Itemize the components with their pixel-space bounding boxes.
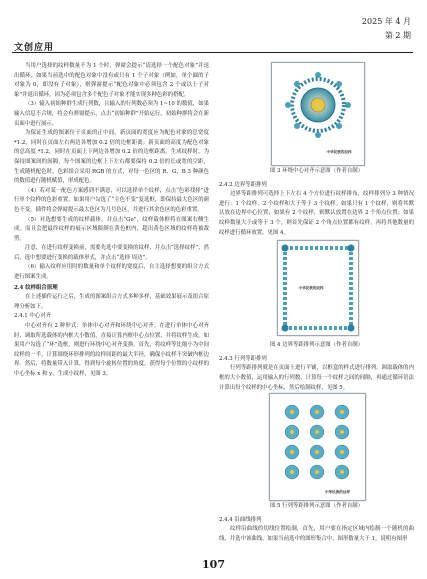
body-paragraph: 为保证生成的图案位于页面的正中间，新页面的宽度应为配色对象的总宽度 *1.2，同时在页面左右两边各增加 0.2 倍的边框距离；新页面的高度为配色对象的总高度 *1.2，同时在页面上下两边各增加 0.2 倍的边框距离。生成纹样时，为保持图案间的间隔，每个图案的边框上下左右都要保持 0.2 倍的长或宽的空距，生成随机配色时，色彩组合采用 RGB 的方式，对每一色区的 R、G、B 3 种颜色的数值进行随机赋值，形成配色。 — [14, 130, 209, 185]
body-paragraph: （5）对选想要生成的纹样载体，并点击“Go”，纹样载体框将在图案右侧生成。而且会把最终纹样的展示区域限制在黄色框内，超出黄色区域的纹样将被裁剪。 — [14, 216, 209, 242]
subsection-heading: 2.4.3 行列等距排列 — [219, 355, 267, 362]
body-paragraph: 纹样沿曲线的切线位置绘制，首先，用户要在指定区域内绘制一个随机的曲线，并选中该曲线。如果当前选中的图形集合中，图形数量大于 1，说明有图形 — [219, 526, 414, 542]
body-paragraph: （6）输入纹样应用时的数量和单个纹样的宽度后，自主选择想要的组合方式进行图案生成。 — [14, 264, 209, 281]
issue-date: 2025 年 4 月 — [361, 17, 411, 26]
issue-number: 第 2 期 — [384, 31, 411, 40]
subsection-heading: 2.4.2 边界等距排列 — [219, 181, 267, 188]
section-heading: 2.4 纹样组合原理 — [14, 284, 58, 291]
figure-5-caption: 图 5 行列等距排列示意图（作者自制） — [269, 503, 364, 510]
figure-4-caption: 图 4 边界等距排列示意图（作者自制） — [269, 342, 364, 349]
body-paragraph: 边界等距排列可选择上下左右 4 个方位进行纹样排布，纹样排列分 3 种情况进行：1 个纹样、2 个纹样和大于等于 3 个纹样。如果只有 1 个纹样，则将其默认放在边界中心位置；如果有 2 个纹样，则默认放置在边界 2 个角点位置；如果纹样数量大于或等于 3 个，则首先保证 2 个角点位置都有纹样，再将其他数量的纹样进行循环放置，见图 4。 — [219, 191, 414, 236]
body-paragraph: 中心对齐有 2 种形式：单体中心对齐和环绕中心对齐。在进行单体中心对齐时，调取所选载体的内框大小数值，直接计算内框中心点位置，并将纹样生成。如果用户勾选了“环”选框，则进行环绕中心对齐变换。首先，将纹样等比缩小为中间纹样的一半，计算围绕环形排列的纹样间距的最大半径，确保小纹样不突破内框边界。然后，将数量带入计算，得到每个旋转位置的角度，获得每个位置的小纹样的中心坐标 x 和 y，生成小纹样，见图 3。 — [14, 323, 209, 377]
header-rule — [12, 52, 413, 53]
figure-5-label: 中华民族的纹样 — [325, 490, 351, 495]
grid-pattern-image — [270, 394, 365, 500]
body-paragraph: （4）若对某一配色方案感到不满意，可以选择单个纹样，点击“色彩找择”进行单个纹样的色彩重置。如果用户勾选了“主色不变”复选框，即保持最大色区的颜色不变，插件将会弹窗提示最大色区为几号色区，并进行其余色区的色彩重置。 — [14, 187, 209, 213]
journal-section-title: 文创应用 — [14, 43, 55, 53]
body-paragraph: （3）输入初始种群生成行列数，且输入的行列数必须为 1~10 的数值，如果输入信息不合规，将会有弹窗提示，点击“初始种群”开始运行，初始种群将会在新页面中进行展示。 — [14, 101, 209, 127]
body-paragraph: 行列等距排列就是在页面上进行平铺，以框盒的样式进行排列。调取载体的内框的大小数值，运用输入的行列数，计算每一个纹样之间的间隔，再通过循环语法计算出每个纹样的中心坐标，然后绘制纹样，见图 5。 — [219, 365, 414, 391]
body-paragraph: 当用户选择的纹样数量不为 1 个时，弹窗会提示“请选择一个配色对象”并退出循环；如果当前选中的配色对象中没有或只有 1 个子对象（例如，单个圆的子对象为 0，即没有子对象），则弹窗提示“配色对象中必须包含 2 个或以上子对象”并退出循环，因为必须包含多个配色子对象才能实现多种色彩的搭配。 — [14, 63, 209, 98]
body-paragraph: 注意，在进行纹样变换前，需要先选中要变换的纹样，并点击“选择纹样”，然后，选中想要进行变换的载体形式，并点击“选择 周边”。 — [14, 245, 209, 261]
page-number: 107 — [202, 558, 225, 571]
figure-3-caption: 图 3 环绕中心对齐示意图（作者自制） — [269, 168, 364, 174]
body-paragraph: 在上述插件运行之后，生成的图案组合方式多种多样，基础效果展示及组合原理分析如下。 — [14, 294, 209, 310]
subsection-heading: 2.4.1 中心对齐 — [14, 313, 51, 320]
figure-3 — [271, 62, 363, 164]
figure-4-label: 中华民族的纹样 — [298, 286, 324, 291]
subsection-heading: 2.4.4 沿曲线排列 — [219, 516, 262, 523]
figure-5-sheet — [269, 393, 366, 501]
figure-3-label: 中华民族的纹样 — [326, 150, 352, 154]
right-column — [219, 62, 414, 545]
issue-info — [362, 15, 411, 43]
figure-4 — [261, 238, 373, 338]
figure-5 — [269, 393, 364, 499]
left-column — [14, 62, 209, 380]
